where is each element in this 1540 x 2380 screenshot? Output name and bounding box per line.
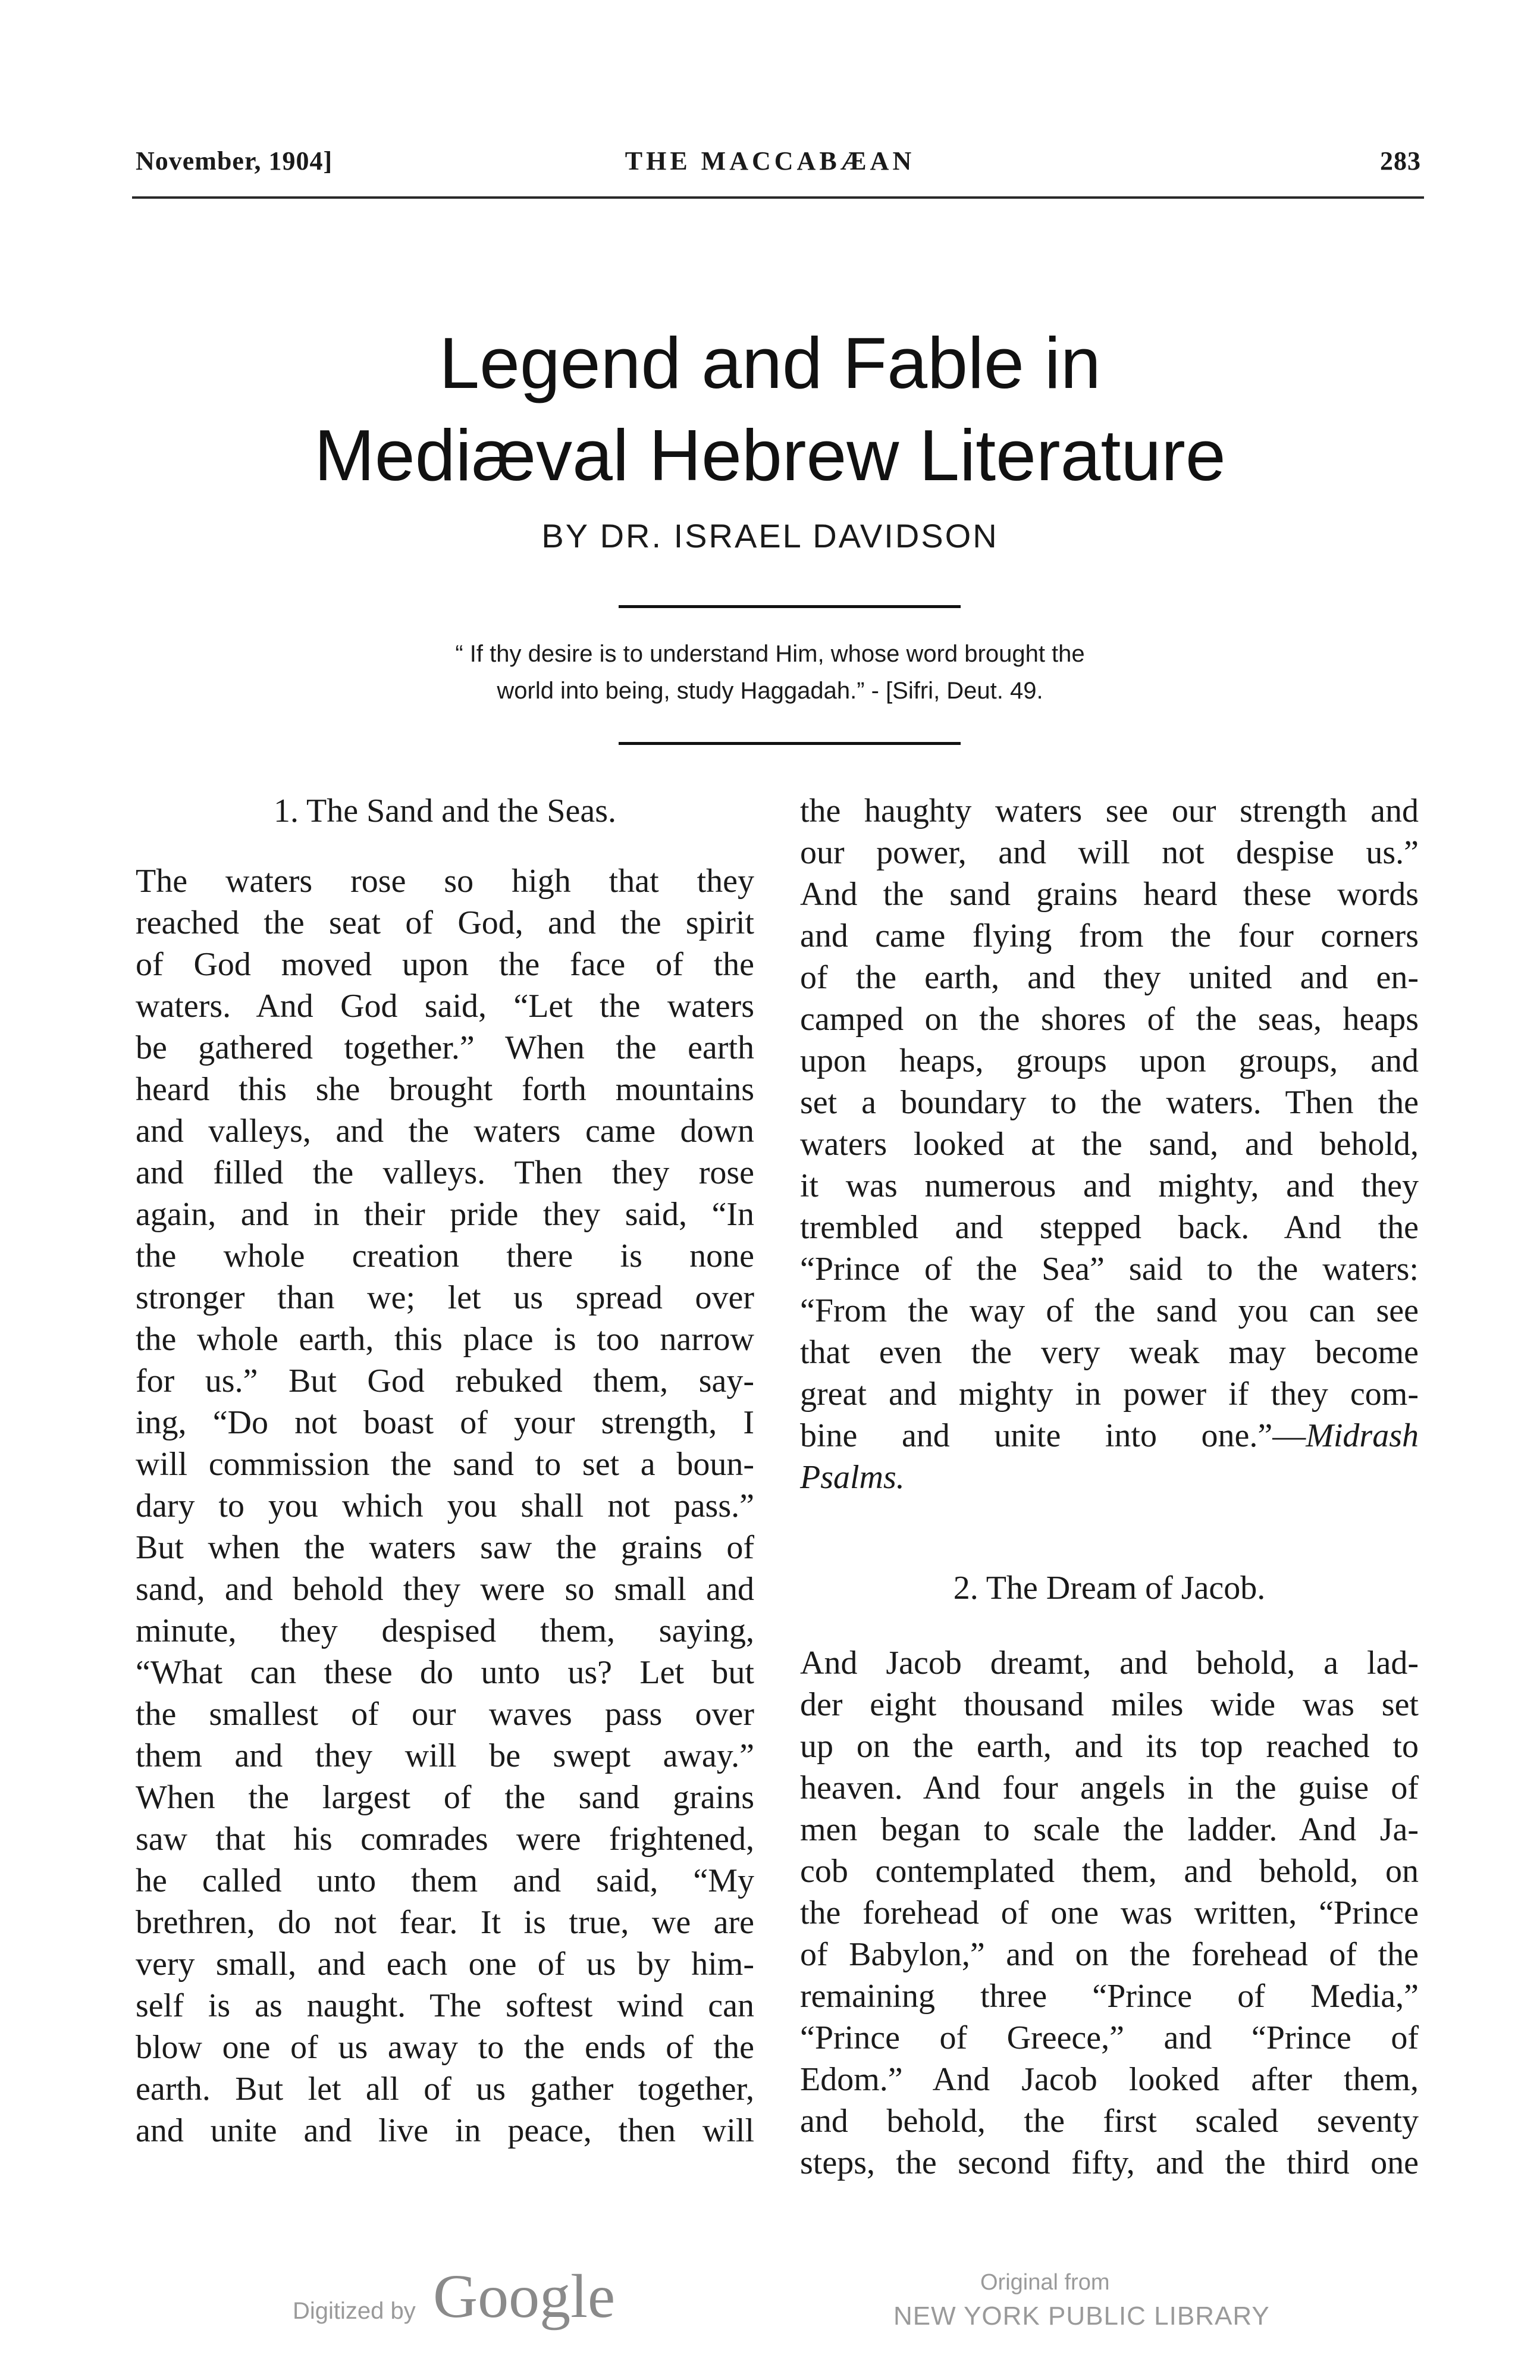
article-title-line-2: Mediæval Hebrew Literature xyxy=(314,415,1226,496)
text-line: and filled the valleys. Then they rose xyxy=(136,1154,754,1191)
page-number: 283 xyxy=(1380,146,1421,176)
epigraph-line-2: world into being, study Haggadah.” - [Sifri, Deut. 49. xyxy=(497,678,1043,704)
text-line: upon heaps, groups upon groups, and xyxy=(800,1042,1419,1079)
text-line: blow one of us away to the ends of the xyxy=(136,2029,754,2066)
text-line: it was numerous and mighty, and they xyxy=(800,1167,1419,1204)
text-line: and came flying from the four corners xyxy=(800,917,1419,954)
text-line: our power, and will not despise us.” xyxy=(800,834,1419,871)
text-line: the whole earth, this place is too narrow xyxy=(136,1321,754,1358)
text-line: the whole creation there is none xyxy=(136,1238,754,1274)
text-line: and unite and live in peace, then will xyxy=(136,2112,754,2149)
running-head-journal: THE MACCABÆAN xyxy=(625,146,915,176)
right-column-text-part-1 xyxy=(800,790,1419,1415)
text-line: dary to you which you shall not pass.” xyxy=(136,1488,754,1524)
text-line: he called unto them and said, “My xyxy=(136,1862,754,1899)
text-line: earth. But let all of us gather together, xyxy=(136,2071,754,2107)
source-citation-midrash: Midrash xyxy=(1306,1417,1419,1454)
text-line: “Prince of Greece,” and “Prince of xyxy=(800,2019,1419,2056)
text-line: “From the way of the sand you can see xyxy=(800,1292,1419,1329)
text-line: When the largest of the sand grains xyxy=(136,1779,754,1816)
text-line: the smallest of our waves pass over xyxy=(136,1696,754,1733)
text-line: trembled and stepped back. And the xyxy=(800,1209,1419,1246)
text-line: “Prince of the Sea” said to the waters: xyxy=(800,1251,1419,1288)
text-line: waters. And God said, “Let the waters xyxy=(136,988,754,1025)
text-line: of Babylon,” and on the forehead of the xyxy=(800,1936,1419,1973)
source-citation-psalms: Psalms. xyxy=(800,1459,905,1496)
text-line: waters looked at the sand, and behold, xyxy=(800,1126,1419,1163)
text-line: cob contemplated them, and behold, on xyxy=(800,1853,1419,1890)
text-line: of the earth, and they united and en- xyxy=(800,959,1419,996)
text-line: up on the earth, and its top reached to xyxy=(800,1728,1419,1765)
text-line: the forehead of one was written, “Prince xyxy=(800,1894,1419,1931)
section-heading-dream-of-jacob: 2. The Dream of Jacob. xyxy=(953,1570,1266,1606)
epigraph-rule-bottom xyxy=(619,742,961,745)
text-line: and behold, the first scaled seventy xyxy=(800,2103,1419,2140)
text-line: be gathered together.” When the earth xyxy=(136,1029,754,1066)
text-line: them and they will be swept away.” xyxy=(136,1737,754,1774)
text-line: “What can these do unto us? Let but xyxy=(136,1654,754,1691)
text-line: again, and in their pride they said, “In xyxy=(136,1196,754,1233)
original-from-label: Original from xyxy=(980,2270,1110,2295)
text-line: that even the very weak may become xyxy=(800,1334,1419,1371)
text-line: heard this she brought forth mountains xyxy=(136,1071,754,1108)
text-line: steps, the second fifty, and the third one xyxy=(800,2144,1419,2181)
text-line: reached the seat of God, and the spirit xyxy=(136,904,754,941)
text-line: And the sand grains heard these words xyxy=(800,876,1419,913)
text-line: ing, “Do not boast of your strength, I xyxy=(136,1404,754,1441)
text-line: for us.” But God rebuked them, say- xyxy=(136,1363,754,1399)
right-column xyxy=(800,790,1419,2184)
section-heading-sand-and-seas: 1. The Sand and the Seas. xyxy=(274,793,616,829)
header-rule xyxy=(132,196,1424,199)
text-line: camped on the shores of the seas, heaps xyxy=(800,1001,1419,1038)
text-line: set a boundary to the waters. Then the xyxy=(800,1084,1419,1121)
text-line: self is as naught. The softest wind can xyxy=(136,1987,754,2024)
text-line: will commission the sand to set a boun- xyxy=(136,1446,754,1483)
left-column-text xyxy=(136,860,754,2152)
text-line: remaining three “Prince of Media,” xyxy=(800,1978,1419,2015)
epigraph-line-1: “ If thy desire is to understand Him, whose word brought the xyxy=(455,641,1085,667)
text-line: stronger than we; let us spread over xyxy=(136,1279,754,1316)
text-line: Edom.” And Jacob looked after them, xyxy=(800,2061,1419,2098)
text-line: But when the waters saw the grains of xyxy=(136,1529,754,1566)
text-line: sand, and behold they were so small and xyxy=(136,1571,754,1608)
text-line: minute, they despised them, saying, xyxy=(136,1612,754,1649)
epigraph-rule-top xyxy=(619,605,961,608)
text-line xyxy=(800,1457,1419,1498)
epigraph xyxy=(0,635,1540,709)
text-line: And Jacob dreamt, and behold, a lad- xyxy=(800,1645,1419,1681)
article-title-line-1: Legend and Fable in xyxy=(439,322,1101,403)
text-line: heaven. And four angels in the guise of xyxy=(800,1770,1419,1806)
text-line: and valleys, and the waters came down xyxy=(136,1113,754,1150)
text-line: men began to scale the ladder. And Ja- xyxy=(800,1811,1419,1848)
text-line: great and mighty in power if they com- xyxy=(800,1376,1419,1413)
text-line: brethren, do not fear. It is true, we are xyxy=(136,1904,754,1941)
library-name: NEW YORK PUBLIC LIBRARY xyxy=(893,2301,1270,2331)
text-line: The waters rose so high that they xyxy=(136,863,754,900)
text-line: very small, and each one of us by him- xyxy=(136,1946,754,1983)
text-line: saw that his comrades were frightened, xyxy=(136,1821,754,1858)
byline: BY DR. ISRAEL DAVIDSON xyxy=(541,517,999,555)
google-logo: Google xyxy=(433,2262,616,2331)
text-line: der eight thousand miles wide was set xyxy=(800,1686,1419,1723)
text-line: of God moved upon the face of the xyxy=(136,946,754,983)
text-line: bine and unite into one.”—Midrash xyxy=(800,1417,1419,1454)
text-line: the haughty waters see our strength and xyxy=(800,793,1419,829)
running-head-date: November, 1904] xyxy=(136,146,333,176)
right-column-text-part-2 xyxy=(800,1642,1419,2184)
digitized-by-label: Digitized by xyxy=(293,2298,416,2324)
left-column xyxy=(136,790,754,2152)
